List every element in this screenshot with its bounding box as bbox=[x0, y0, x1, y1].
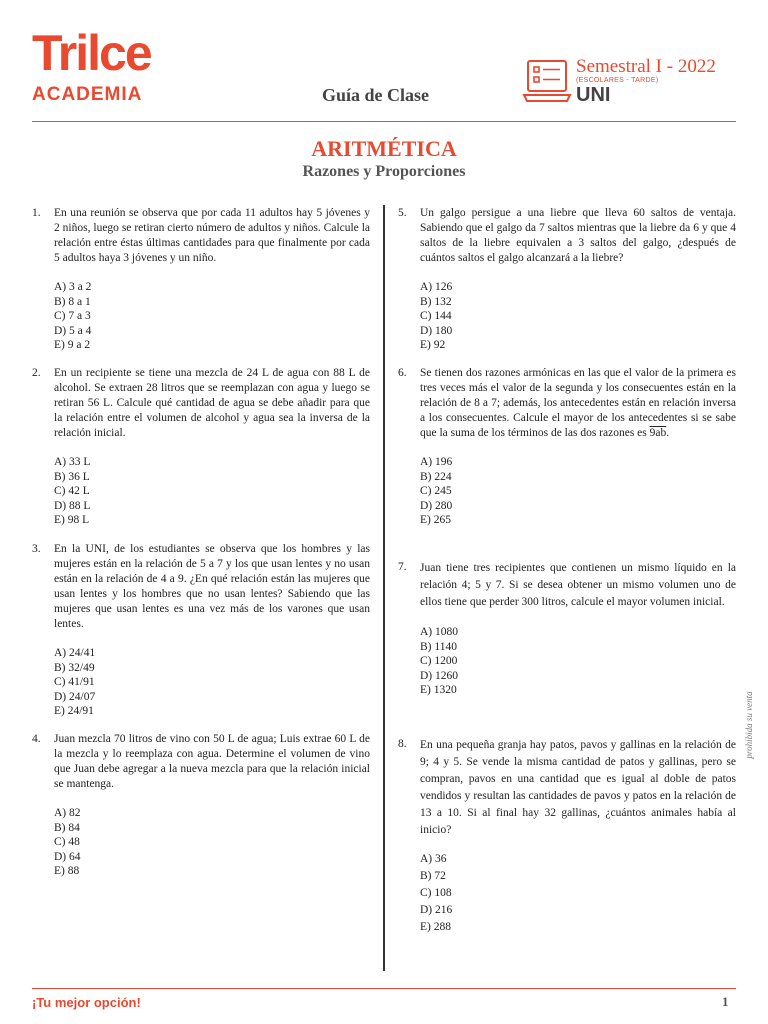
question-4 bbox=[32, 732, 370, 879]
logo-wordmark: Trilce bbox=[32, 25, 151, 81]
option: D) 180 bbox=[420, 324, 453, 337]
question-7 bbox=[398, 560, 736, 698]
option: E) 92 bbox=[420, 339, 446, 351]
question-text: En la UNI, de los estudiantes se observa que los hombres y las mujeres están en la relación de 5 a 7 y los que usan lentes y no usan están en la relación de 4 a 9. ¿En qué relación están las mujeres que usan lentes y los hombres que no usan lentes? Sabiendo que las mujeres que usan lentes es una vez más de los varones que usan lentes. bbox=[54, 543, 370, 630]
option: E) 9 a 2 bbox=[54, 339, 91, 351]
option: B) 84 bbox=[54, 821, 80, 834]
option: C) 1200 bbox=[420, 655, 458, 667]
option: E) 98 L bbox=[54, 514, 90, 526]
question-number: 5. bbox=[398, 207, 407, 219]
question-number: 2. bbox=[32, 367, 41, 379]
question-text: Juan tiene tres recipientes que contienen un mismo líquido en la relación 4; 5 y 7. Si se desea obtener un mismo volumen uno de ellos tiene que perder 300 litros, calcule el mayor volumen inicial. bbox=[420, 562, 736, 608]
question-options bbox=[54, 455, 370, 528]
option: D) 5 a 4 bbox=[54, 324, 92, 337]
option: D) 64 bbox=[54, 850, 81, 863]
option: E) 288 bbox=[420, 921, 451, 933]
checklist-laptop-icon bbox=[522, 58, 572, 106]
question-options bbox=[54, 646, 370, 719]
question-options bbox=[54, 280, 370, 353]
option: A) 24/41 bbox=[54, 647, 96, 659]
question-options bbox=[420, 851, 736, 936]
question-text: Un galgo persigue a una liebre que lleva 60 saltos de ventaja. Sabiendo que el galgo da 7 saltos mientras que la liebre da 6 y que 4 saltos de la liebre equivalen a 3 saltos del galgo, ¿después de cuántos saltos el galgo alcanzará a la liebre? bbox=[420, 207, 736, 264]
option: A) 33 L bbox=[54, 456, 91, 468]
question-text: En una pequeña granja hay patos, pavos y gallinas en la relación de 9; 4 y 5. Se vende la misma cantidad de patos y gallinas, pero se compran, pavos en una cantidad que es igual al doble de patos vendidos y resultan las cantidades de pavos y patos en la relación de 13 a 10. Si al final hay 32 gallinas, ¿cuántos animales había al inicio? bbox=[420, 739, 736, 836]
question-2 bbox=[32, 366, 370, 528]
uni-label: UNI bbox=[576, 84, 611, 106]
option: A) 36 bbox=[420, 853, 447, 865]
option: A) 82 bbox=[54, 807, 81, 819]
option: A) 3 a 2 bbox=[54, 281, 92, 293]
semester-sublabel: (ESCOLARES - TARDE) bbox=[576, 77, 659, 84]
brand-logo bbox=[32, 25, 151, 106]
footer-rule bbox=[32, 988, 736, 989]
side-note: prohibida su venta bbox=[744, 691, 754, 759]
question-text: En una reunión se observa que por cada 11 adultos hay 5 jóvenes y 2 niños, luego se retiran cierto número de adultos y niños. Calcule la relación entre éstas últimas cantidades para que finalmente por cada 5 adultos haya 3 jóvenes y un niño. bbox=[54, 207, 370, 264]
question-6 bbox=[398, 366, 736, 528]
course-header bbox=[522, 56, 742, 110]
option: C) 108 bbox=[420, 887, 452, 899]
option: E) 265 bbox=[420, 514, 451, 526]
option: D) 280 bbox=[420, 499, 453, 512]
question-8 bbox=[398, 737, 736, 936]
option: D) 24/07 bbox=[54, 690, 96, 703]
option: C) 245 bbox=[420, 485, 452, 497]
option: C) 41/91 bbox=[54, 676, 95, 688]
column-divider bbox=[383, 205, 385, 971]
question-text-body: Se tienen dos razones armónicas en las que el valor de la primera es tres veces más el valor de la segunda y los consecuentes están en la relación de 8 a 7; además, los antecedentes están en relación inversa a los consecuentes. Calcule el mayor de los antecedentes si se sabe que la suma de los términos de las dos razones es bbox=[420, 367, 736, 439]
question-text: Juan mezcla 70 litros de vino con 50 L de agua; Luis extrae 60 L de la mezcla y lo reemplaza con agua. Determine el volumen de vino que Juan debe agregar a la nueva mezcla para que la relación inicial se mantenga. bbox=[54, 733, 370, 790]
question-options bbox=[54, 806, 370, 879]
question-text: En un recipiente se tiene una mezcla de 24 L de agua con 88 L de alcohol. Se extraen 28 litros que se reemplazan con agua y luego se retiran 56 L. Calcule qué cantidad de agua se debe añadir para que la relación entre el volumen de alcohol y agua sea la inversa de la relación inicial. bbox=[54, 367, 370, 439]
semester-label: Semestral I - 2022 bbox=[576, 56, 716, 77]
option: E) 24/91 bbox=[54, 705, 94, 717]
page-title: ARITMÉTICA bbox=[311, 136, 457, 161]
option: B) 72 bbox=[420, 870, 446, 882]
option: E) 88 bbox=[54, 865, 80, 877]
page-subtitle: Razones y Proporciones bbox=[302, 163, 466, 180]
option: B) 1140 bbox=[420, 640, 457, 653]
option: B) 132 bbox=[420, 295, 452, 308]
header-rule bbox=[32, 121, 736, 122]
logo-subtitle: ACADEMIA bbox=[32, 84, 143, 105]
option: B) 224 bbox=[420, 470, 452, 483]
option: D) 216 bbox=[420, 904, 453, 916]
overline-number: 9ab bbox=[649, 427, 667, 439]
question-options bbox=[420, 455, 736, 528]
question-number: 4. bbox=[32, 733, 41, 745]
question-number: 3. bbox=[32, 543, 41, 555]
option: B) 8 a 1 bbox=[54, 295, 91, 308]
option: C) 42 L bbox=[54, 485, 90, 497]
option: A) 126 bbox=[420, 281, 453, 293]
question-number: 7. bbox=[398, 561, 407, 573]
option: B) 36 L bbox=[54, 470, 90, 483]
footer-slogan: ¡Tu mejor opción! bbox=[32, 995, 141, 1010]
question-3 bbox=[32, 542, 370, 719]
option: A) 1080 bbox=[420, 626, 459, 638]
option: C) 7 a 3 bbox=[54, 310, 91, 322]
question-1 bbox=[32, 206, 370, 353]
page-number: 1 bbox=[722, 994, 729, 1009]
question-number: 1. bbox=[32, 207, 41, 219]
option: D) 88 L bbox=[54, 499, 91, 512]
option: A) 196 bbox=[420, 456, 453, 468]
question-number: 8. bbox=[398, 738, 407, 750]
guide-label: Guía de Clase bbox=[322, 85, 430, 105]
option: C) 144 bbox=[420, 310, 452, 322]
option: D) 1260 bbox=[420, 669, 459, 682]
question-options bbox=[420, 280, 736, 353]
question-text: Se tienen dos razones armónicas en las que el valor de la primera es tres veces más el valor de la segunda y los consecuentes están en la relación de 8 a 7; además, los antecedentes están en relación inversa a los consecuentes. Calcule el mayor de los antecedentes si se sabe que la suma de los términos de las dos razones es 9ab. bbox=[420, 367, 736, 439]
option: E) 1320 bbox=[420, 684, 457, 696]
question-options bbox=[420, 625, 736, 698]
question-number: 6. bbox=[398, 367, 407, 379]
question-5 bbox=[398, 206, 736, 353]
option: C) 48 bbox=[54, 836, 80, 848]
option: B) 32/49 bbox=[54, 661, 95, 674]
